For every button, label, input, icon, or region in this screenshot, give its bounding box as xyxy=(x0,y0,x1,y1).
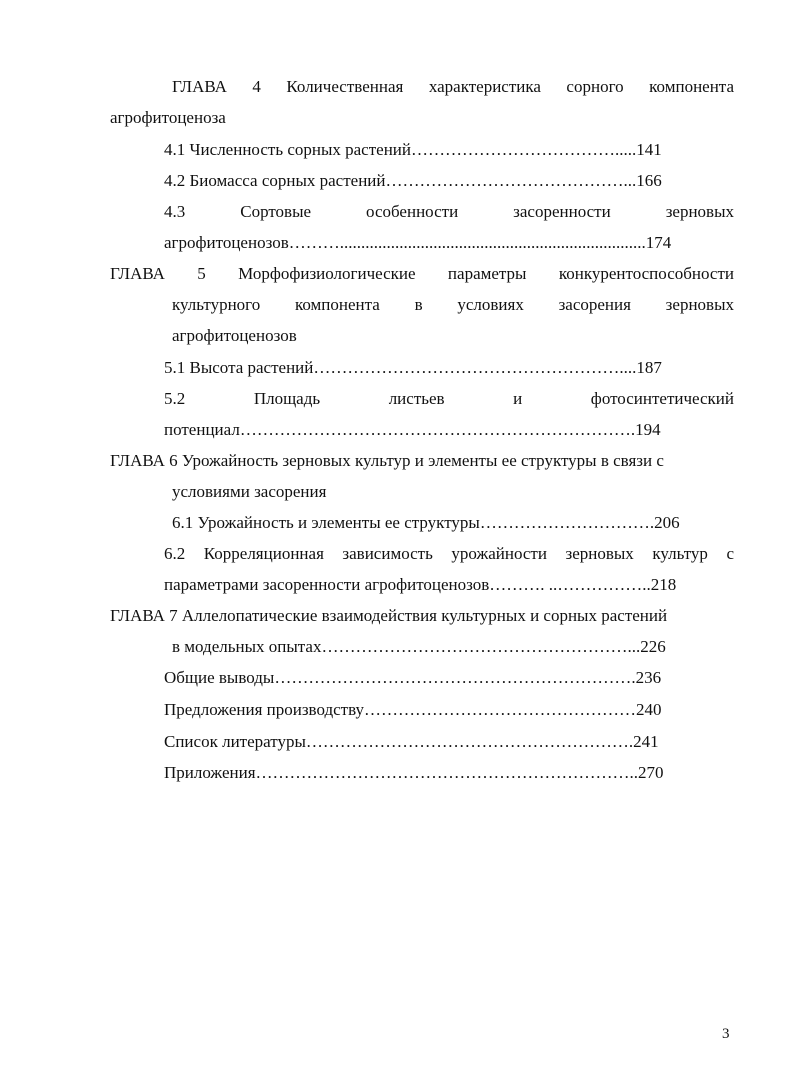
toc-entry-4-3: 4.3 Сортовые особенности засоренности зерновых xyxy=(164,202,734,221)
toc-entry-4-1: 4.1 Численность сорных растений……………………………….....141 xyxy=(164,140,662,159)
toc-proposals: Предложения производству…………………………………………240 xyxy=(164,700,662,719)
toc-chapter-6-title: ГЛАВА 6 Урожайность зерновых культур и элементы ее структуры в связи с xyxy=(110,451,664,470)
toc-appendices: Приложения…………………………………………………………..270 xyxy=(164,763,664,782)
toc-entry-5-2: 5.2 Площадь листьев и фотосинтетический xyxy=(164,389,734,408)
toc-chapter-4-title: ГЛАВА 4 Количественная характеристика сорного компонента xyxy=(172,77,734,96)
toc-chapter-7-title-cont: в модельных опытах………………………………………………...226 xyxy=(172,637,666,656)
toc-entry-5-1: 5.1 Высота растений………………………………………………....187 xyxy=(164,358,662,377)
toc-references: Список литературы………………………………………………….241 xyxy=(164,732,659,751)
toc-entry-6-1: 6.1 Урожайность и элементы ее структуры………………………….206 xyxy=(172,513,680,532)
toc-entry-5-2-cont: потенциал…………………………………………………………….194 xyxy=(164,420,661,439)
toc-chapter-5-title-cont2: агрофитоценозов xyxy=(172,326,297,345)
toc-chapter-7-title: ГЛАВА 7 Аллелопатические взаимодействия культурных и сорных растений xyxy=(110,606,668,625)
toc-entry-6-2: 6.2 Корреляционная зависимость урожайности зерновых культур с xyxy=(164,544,734,563)
toc-entry-4-3-cont: агрофитоценозов………........................................................................174 xyxy=(164,233,672,252)
toc-chapter-6-title-cont: условиями засорения xyxy=(172,482,327,501)
toc-entry-4-2: 4.2 Биомасса сорных растений……………………………………...166 xyxy=(164,171,662,190)
toc-chapter-5-title-cont: культурного компонента в условиях засорения зерновых xyxy=(172,295,734,314)
toc-chapter-5-title: ГЛАВА 5 Морфофизиологические параметры конкурентоспособности xyxy=(110,264,734,283)
page-number: 3 xyxy=(722,1026,730,1042)
toc-entry-6-2-cont: параметрами засоренности агрофитоценозов………. ..……………..218 xyxy=(164,575,677,594)
toc-conclusions: Общие выводы……………………………………………………….236 xyxy=(164,668,662,687)
toc-chapter-4-title-cont: агрофитоценоза xyxy=(110,108,226,127)
